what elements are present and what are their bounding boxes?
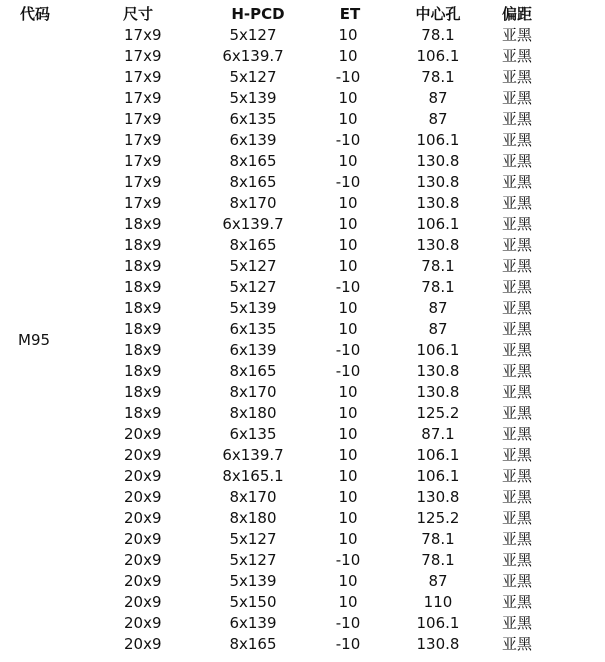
cell-pcd: 8x165 (229, 635, 277, 653)
cell-pcd: 8x180 (229, 404, 277, 422)
cell-pcd: 8x165 (229, 152, 277, 170)
cell-center-bore: 78.1 (421, 68, 455, 86)
cell-size: 18x9 (124, 236, 162, 254)
cell-offset: 亚黑 (502, 551, 533, 569)
cell-offset: 亚黑 (502, 215, 533, 233)
wheel-spec-table (0, 4, 605, 655)
cell-center-bore: 106.1 (416, 341, 460, 359)
cell-et: 10 (338, 215, 358, 233)
cell-size: 18x9 (124, 299, 162, 317)
cell-offset: 亚黑 (502, 173, 533, 191)
cell-center-bore: 130.8 (416, 236, 460, 254)
header-code: 代码 (20, 5, 51, 23)
cell-et: 10 (338, 47, 358, 65)
cell-et: -10 (335, 131, 361, 149)
cell-pcd: 6x139 (229, 614, 277, 632)
cell-offset: 亚黑 (502, 26, 533, 44)
cell-pcd: 6x139 (229, 131, 277, 149)
cell-center-bore: 87 (428, 110, 448, 128)
cell-offset: 亚黑 (502, 362, 533, 380)
cell-center-bore: 106.1 (416, 47, 460, 65)
cell-et: 10 (338, 257, 358, 275)
cell-center-bore: 106.1 (416, 215, 460, 233)
cell-size: 20x9 (124, 614, 162, 632)
cell-size: 17x9 (124, 26, 162, 44)
cell-offset: 亚黑 (502, 257, 533, 275)
cell-center-bore: 106.1 (416, 467, 460, 485)
cell-size: 18x9 (124, 341, 162, 359)
cell-center-bore: 125.2 (416, 404, 460, 422)
cell-center-bore: 125.2 (416, 509, 460, 527)
cell-pcd: 6x135 (229, 320, 277, 338)
cell-size: 17x9 (124, 152, 162, 170)
cell-size: 17x9 (124, 47, 162, 65)
cell-center-bore: 130.8 (416, 383, 460, 401)
cell-offset: 亚黑 (502, 383, 533, 401)
cell-pcd: 6x139.7 (222, 446, 284, 464)
cell-center-bore: 78.1 (421, 530, 455, 548)
cell-center-bore: 130.8 (416, 194, 460, 212)
cell-offset: 亚黑 (502, 530, 533, 548)
cell-et: 10 (338, 488, 358, 506)
cell-size: 20x9 (124, 530, 162, 548)
cell-size: 18x9 (124, 278, 162, 296)
cell-pcd: 8x165 (229, 173, 277, 191)
cell-size: 20x9 (124, 467, 162, 485)
cell-pcd: 8x170 (229, 488, 277, 506)
cell-et: 10 (338, 530, 358, 548)
cell-offset: 亚黑 (502, 89, 533, 107)
cell-pcd: 8x165 (229, 362, 277, 380)
cell-center-bore: 106.1 (416, 446, 460, 464)
cell-size: 17x9 (124, 68, 162, 86)
cell-size: 20x9 (124, 488, 162, 506)
cell-size: 17x9 (124, 131, 162, 149)
cell-et: -10 (335, 614, 361, 632)
cell-center-bore: 106.1 (416, 614, 460, 632)
cell-pcd: 8x170 (229, 383, 277, 401)
cell-size: 17x9 (124, 110, 162, 128)
cell-offset: 亚黑 (502, 299, 533, 317)
cell-offset: 亚黑 (502, 467, 533, 485)
cell-pcd: 5x139 (229, 89, 277, 107)
cell-size: 20x9 (124, 572, 162, 590)
cell-offset: 亚黑 (502, 236, 533, 254)
cell-size: 20x9 (124, 635, 162, 653)
cell-center-bore: 130.8 (416, 152, 460, 170)
cell-offset: 亚黑 (502, 131, 533, 149)
cell-center-bore: 78.1 (421, 278, 455, 296)
cell-offset: 亚黑 (502, 614, 533, 632)
cell-et: 10 (338, 593, 358, 611)
cell-pcd: 8x165.1 (222, 467, 284, 485)
cell-offset: 亚黑 (502, 68, 533, 86)
cell-et: 10 (338, 110, 358, 128)
cell-center-bore: 110 (423, 593, 453, 611)
cell-et: 10 (338, 467, 358, 485)
cell-center-bore: 130.8 (416, 488, 460, 506)
cell-size: 20x9 (124, 425, 162, 443)
cell-et: 10 (338, 152, 358, 170)
cell-offset: 亚黑 (502, 635, 533, 653)
cell-pcd: 8x180 (229, 509, 277, 527)
cell-center-bore: 106.1 (416, 131, 460, 149)
cell-center-bore: 78.1 (421, 26, 455, 44)
cell-et: 10 (338, 425, 358, 443)
cell-offset: 亚黑 (502, 47, 533, 65)
cell-size: 18x9 (124, 257, 162, 275)
cell-et: -10 (335, 68, 361, 86)
cell-pcd: 5x127 (229, 257, 277, 275)
cell-et: 10 (338, 572, 358, 590)
cell-offset: 亚黑 (502, 425, 533, 443)
cell-center-bore: 87.1 (421, 425, 455, 443)
cell-size: 18x9 (124, 215, 162, 233)
cell-size: 18x9 (124, 383, 162, 401)
cell-pcd: 6x139.7 (222, 215, 284, 233)
cell-et: -10 (335, 362, 361, 380)
cell-offset: 亚黑 (502, 488, 533, 506)
cell-pcd: 5x127 (229, 26, 277, 44)
header-et: ET (339, 5, 361, 23)
cell-size: 17x9 (124, 89, 162, 107)
cell-et: 10 (338, 320, 358, 338)
cell-size: 20x9 (124, 446, 162, 464)
table-body (0, 25, 605, 655)
cell-pcd: 6x139.7 (222, 47, 284, 65)
cell-et: 10 (338, 299, 358, 317)
cell-et: -10 (335, 173, 361, 191)
header-offset: 偏距 (502, 5, 533, 23)
cell-offset: 亚黑 (502, 320, 533, 338)
cell-pcd: 6x135 (229, 425, 277, 443)
table-header-row (0, 4, 605, 25)
cell-et: 10 (338, 236, 358, 254)
cell-pcd: 5x127 (229, 278, 277, 296)
cell-pcd: 5x150 (229, 593, 277, 611)
cell-et: 10 (338, 194, 358, 212)
cell-offset: 亚黑 (502, 110, 533, 128)
cell-pcd: 5x127 (229, 68, 277, 86)
cell-et: 10 (338, 404, 358, 422)
cell-center-bore: 87 (428, 572, 448, 590)
cell-et: -10 (335, 341, 361, 359)
cell-offset: 亚黑 (502, 593, 533, 611)
cell-pcd: 6x139 (229, 341, 277, 359)
cell-et: 10 (338, 509, 358, 527)
cell-pcd: 8x170 (229, 194, 277, 212)
cell-center-bore: 130.8 (416, 635, 460, 653)
cell-size: 20x9 (124, 551, 162, 569)
cell-offset: 亚黑 (502, 278, 533, 296)
cell-offset: 亚黑 (502, 572, 533, 590)
cell-offset: 亚黑 (502, 446, 533, 464)
header-center-bore: 中心孔 (415, 5, 461, 23)
cell-center-bore: 130.8 (416, 362, 460, 380)
cell-code: M95 (18, 330, 51, 349)
cell-et: -10 (335, 635, 361, 653)
cell-size: 18x9 (124, 320, 162, 338)
cell-et: -10 (335, 278, 361, 296)
cell-pcd: 5x127 (229, 530, 277, 548)
header-pcd: H-PCD (231, 5, 285, 23)
cell-center-bore: 87 (428, 299, 448, 317)
cell-size: 17x9 (124, 173, 162, 191)
cell-offset: 亚黑 (502, 404, 533, 422)
cell-offset: 亚黑 (502, 509, 533, 527)
header-size: 尺寸 (123, 5, 154, 23)
cell-size: 18x9 (124, 404, 162, 422)
cell-center-bore: 87 (428, 89, 448, 107)
cell-pcd: 5x139 (229, 572, 277, 590)
cell-center-bore: 130.8 (416, 173, 460, 191)
cell-et: 10 (338, 26, 358, 44)
cell-size: 17x9 (124, 194, 162, 212)
cell-offset: 亚黑 (502, 341, 533, 359)
cell-offset: 亚黑 (502, 152, 533, 170)
cell-offset: 亚黑 (502, 194, 533, 212)
table-row (0, 25, 605, 46)
cell-center-bore: 78.1 (421, 257, 455, 275)
cell-et: -10 (335, 551, 361, 569)
cell-pcd: 5x139 (229, 299, 277, 317)
cell-pcd: 5x127 (229, 551, 277, 569)
cell-et: 10 (338, 383, 358, 401)
cell-size: 20x9 (124, 509, 162, 527)
cell-et: 10 (338, 89, 358, 107)
cell-et: 10 (338, 446, 358, 464)
cell-center-bore: 87 (428, 320, 448, 338)
cell-pcd: 6x135 (229, 110, 277, 128)
cell-size: 18x9 (124, 362, 162, 380)
cell-size: 20x9 (124, 593, 162, 611)
cell-center-bore: 78.1 (421, 551, 455, 569)
cell-pcd: 8x165 (229, 236, 277, 254)
